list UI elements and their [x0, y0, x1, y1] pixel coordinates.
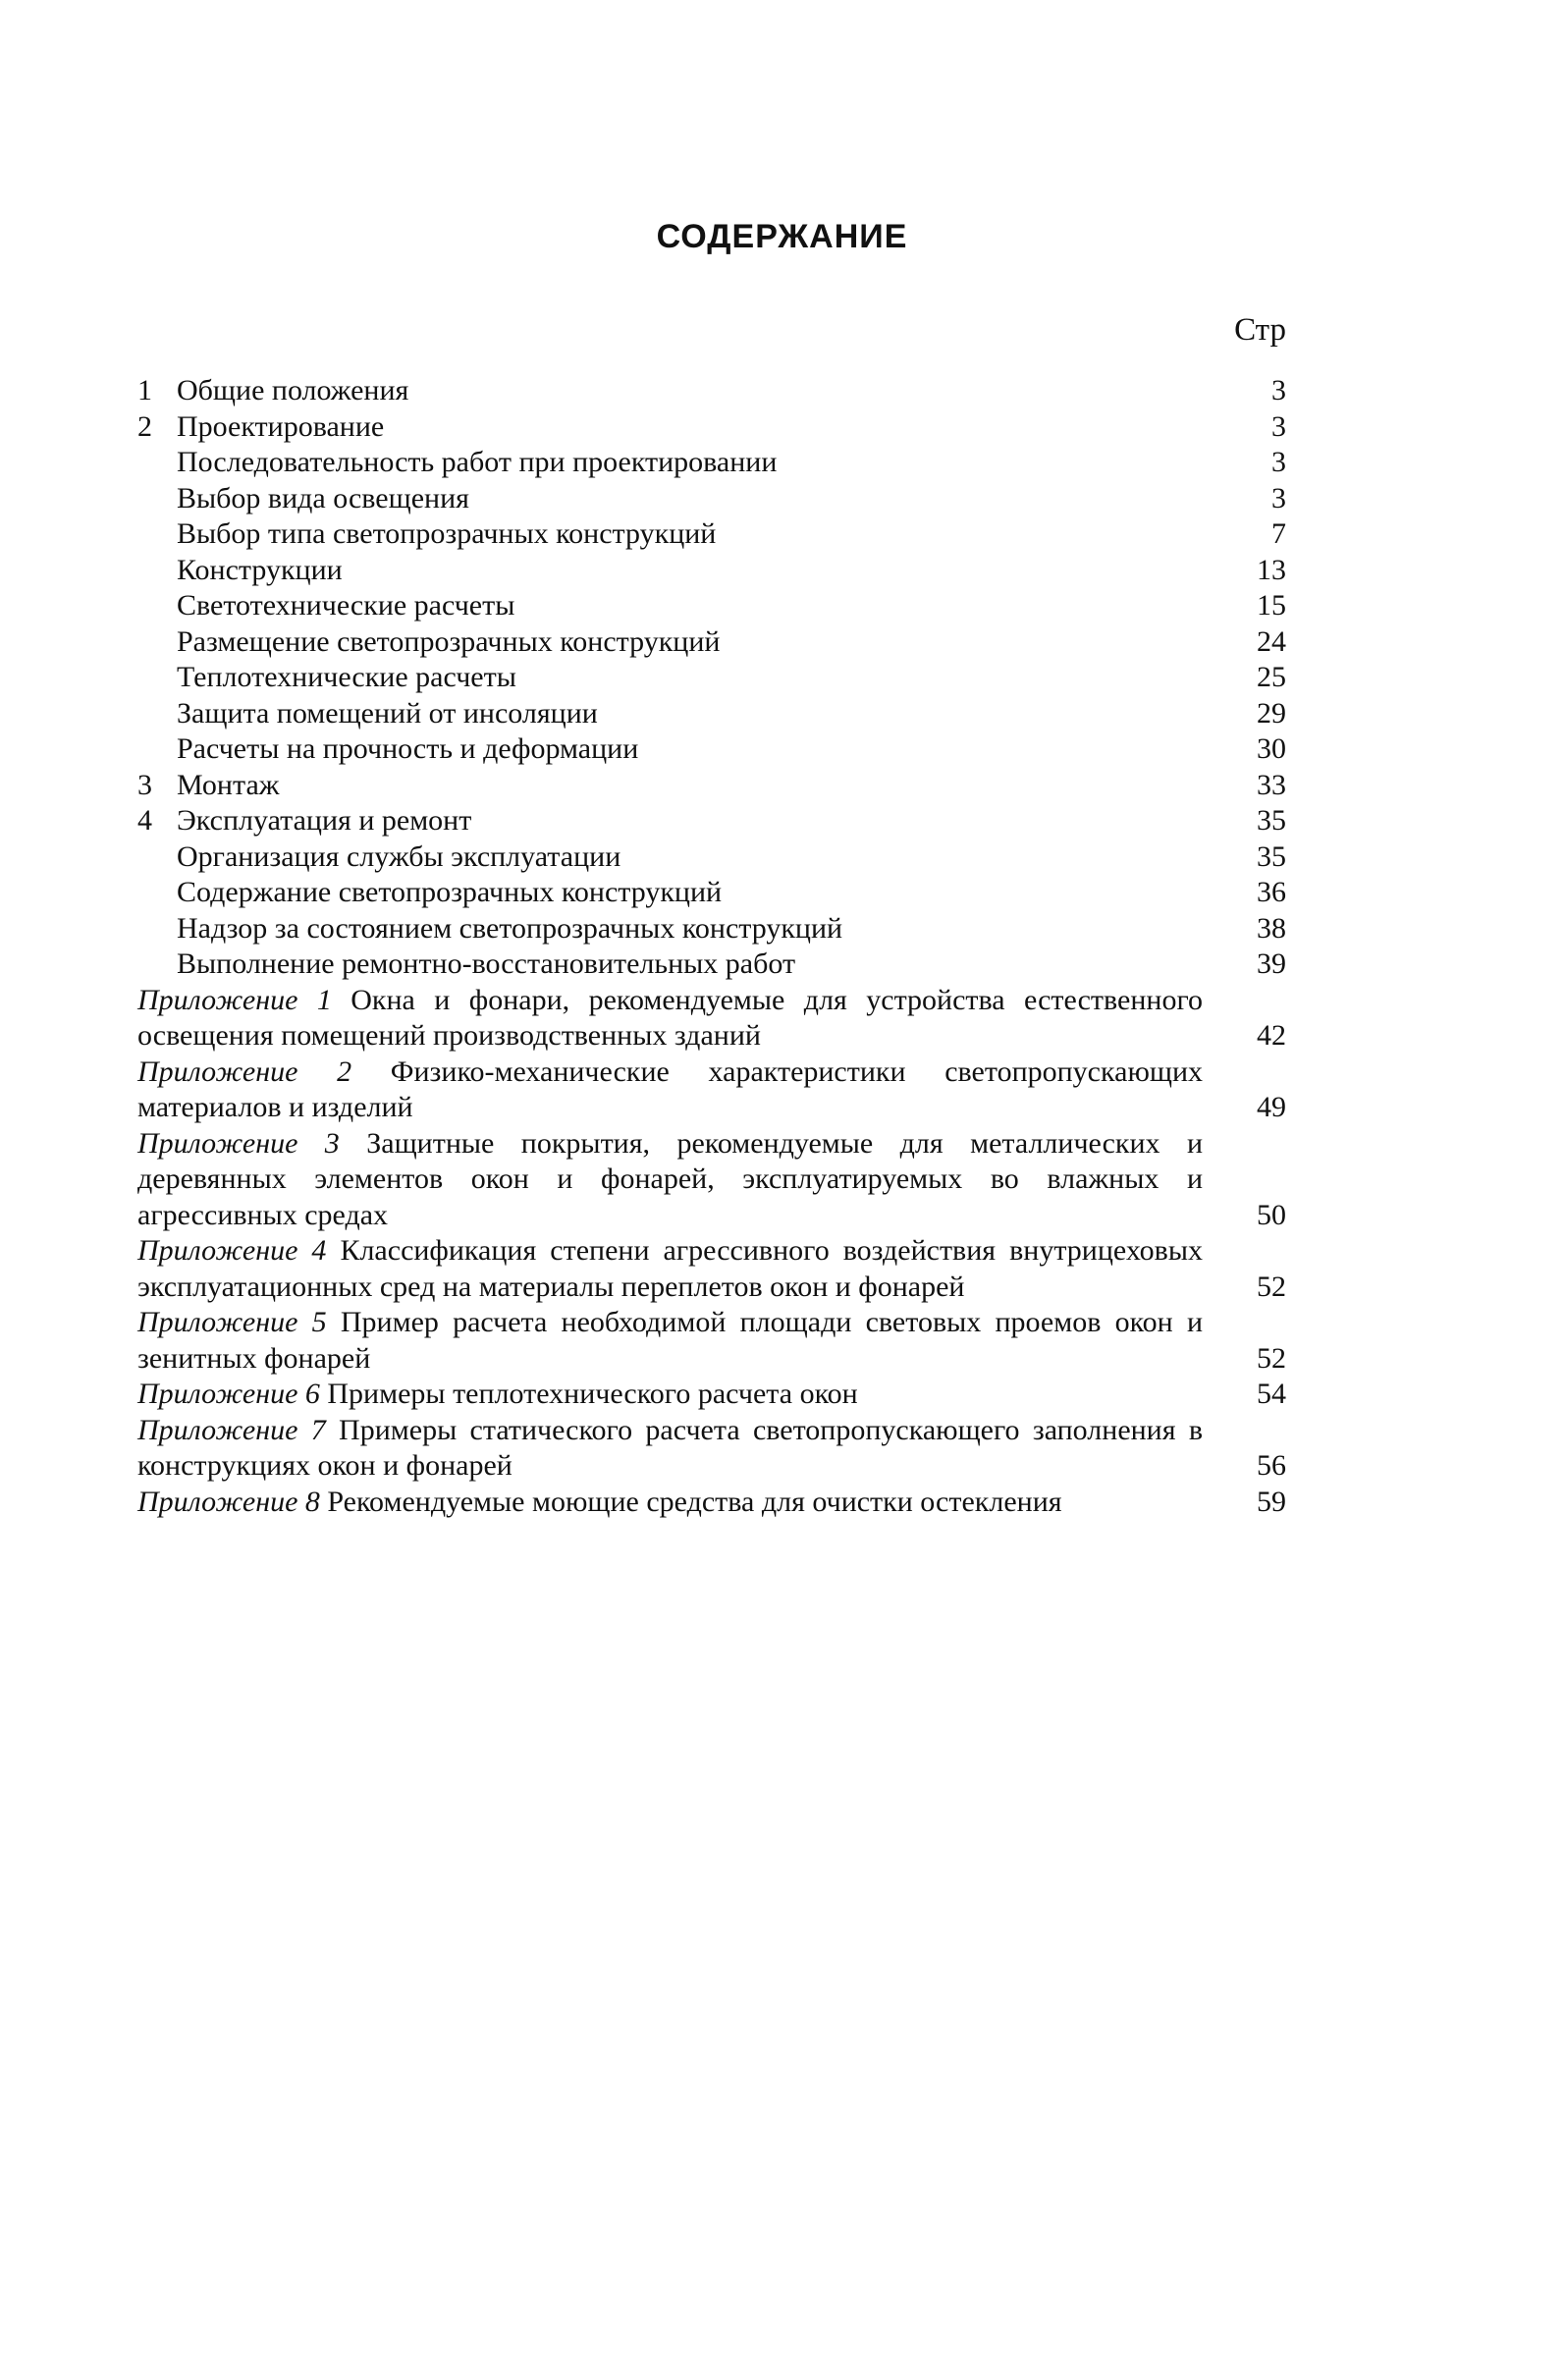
toc-entry-title: Последовательность работ при проектировании [177, 446, 778, 478]
toc-entry-title: Монтаж [177, 768, 280, 801]
toc-entry-text-block [137, 624, 1203, 661]
toc-entry-text-block [137, 1485, 1203, 1521]
toc-entry [137, 1305, 1286, 1377]
toc-entry-text-block [137, 481, 1203, 517]
toc-entry-number: 2 [137, 409, 152, 443]
toc-page-number: 3 [1271, 409, 1286, 443]
toc-entry [137, 696, 1286, 732]
toc-page-number: 3 [1271, 481, 1286, 514]
toc-page-number: 13 [1257, 553, 1286, 586]
toc-entry-title: Проектирование [177, 409, 385, 443]
toc-entry-title: Светотехнические расчеты [177, 589, 515, 622]
toc-entry-title: Классификация степени агрессивного воздействия внутрицеховых эксплуатационных сред на материалы переплетов окон и фонарей [137, 1234, 1204, 1303]
toc-page-number: 56 [1257, 1449, 1286, 1482]
toc-entry-text-block [137, 839, 1203, 876]
toc-entry [137, 1055, 1286, 1126]
toc-entry [137, 481, 1286, 517]
toc-entry [137, 768, 1286, 804]
toc-entry [137, 373, 1286, 409]
toc-page-number: 50 [1257, 1198, 1286, 1231]
toc-entry [137, 1126, 1286, 1234]
toc-appendix-label: Приложение 5 [137, 1306, 327, 1338]
toc-page-number: 36 [1257, 876, 1286, 908]
toc-entry-text-block [137, 911, 1203, 947]
toc-page-number: 3 [1271, 446, 1286, 478]
toc-entry-text-block [137, 1305, 1203, 1377]
toc-page-number: 30 [1257, 732, 1286, 765]
toc-entry [137, 409, 1286, 446]
toc-entry-number: 3 [137, 768, 152, 801]
toc-entry-text-block [137, 373, 1203, 409]
toc-entry [137, 731, 1286, 768]
toc-page-number: 52 [1257, 1341, 1286, 1375]
toc-entry-title: Общие положения [177, 374, 409, 406]
toc-entry-title: Эксплуатация и ремонт [177, 804, 472, 837]
toc-entry-title: Защитные покрытия, рекомендуемые для металлических и деревянных элементов окон и фонарей, эксплуатируемых во влажных и агрессивных средах [137, 1126, 1204, 1231]
toc-entry [137, 553, 1286, 589]
toc-entry-title: Конструкции [177, 553, 343, 586]
toc-entry [137, 1233, 1286, 1305]
toc-entry [137, 588, 1286, 624]
toc-entry [137, 516, 1286, 553]
toc-entry-text-block [137, 768, 1203, 804]
toc-page-number: 52 [1257, 1270, 1286, 1303]
toc-page-number: 38 [1257, 911, 1286, 945]
toc-page-number: 42 [1257, 1019, 1286, 1052]
toc-entry-number: 4 [137, 804, 152, 837]
toc-entry-text-block [137, 983, 1203, 1055]
toc-page-number: 25 [1257, 661, 1286, 693]
toc-entry-title: Содержание светопрозрачных конструкций [177, 876, 723, 908]
toc-entry-text-block [137, 1233, 1203, 1305]
toc-entry [137, 983, 1286, 1055]
toc-entry-text-block [137, 875, 1203, 911]
toc-page-number: 15 [1257, 589, 1286, 622]
toc-entry-text-block [137, 588, 1203, 624]
toc-entry-text-block [137, 1377, 1203, 1413]
toc-entry [137, 803, 1286, 839]
toc-entry-text-block [137, 445, 1203, 481]
toc-entry-text-block [137, 696, 1203, 732]
toc-entry-text-block [137, 731, 1203, 768]
toc-page-number: 7 [1271, 517, 1286, 550]
toc-appendix-label: Приложение 6 [137, 1378, 320, 1410]
toc-entry-title: Примеры статического расчета светопропускающего заполнения в конструкциях окон и фонарей [137, 1413, 1204, 1482]
toc-page-number: 35 [1257, 839, 1286, 873]
toc-entry [137, 875, 1286, 911]
toc-entry-title: Пример расчета необходимой площади световых проемов окон и зенитных фонарей [137, 1306, 1204, 1375]
toc-entry [137, 839, 1286, 876]
toc-entry-title: Организация службы эксплуатации [177, 839, 621, 873]
toc-page-number: 33 [1257, 768, 1286, 801]
toc-entry [137, 1377, 1286, 1413]
toc-entry-text-block [137, 803, 1203, 839]
toc-entry [137, 911, 1286, 947]
toc-entry-text-block [137, 553, 1203, 589]
toc-entry-title: Выполнение ремонтно-восстановительных работ [177, 947, 796, 980]
toc-entry-text-block [137, 1055, 1203, 1126]
toc-entry-title: Физико-механические характеристики светопропускающих материалов и изделий [137, 1055, 1204, 1123]
toc-entry-text-block [137, 409, 1203, 446]
toc-entry-title: Выбор типа светопрозрачных конструкций [177, 517, 717, 550]
page-column-label: Стр [1234, 312, 1286, 348]
toc-appendix-label: Приложение 4 [137, 1234, 327, 1267]
toc-entry-text-block [137, 516, 1203, 553]
toc-appendix-label: Приложение 3 [137, 1126, 340, 1160]
toc-entry-title: Защита помещений от инсоляции [177, 696, 598, 730]
toc-entry [137, 445, 1286, 481]
toc-entry-text-block [137, 660, 1203, 696]
toc-entry-title: Расчеты на прочность и деформации [177, 732, 639, 765]
toc-entry-title: Окна и фонари, рекомендуемые для устройства естественного освещения помещений производственных зданий [137, 983, 1204, 1052]
toc-page-number: 35 [1257, 804, 1286, 837]
toc-entry-title: Выбор вида освещения [177, 481, 469, 514]
toc-appendix-label: Приложение 2 [137, 1055, 352, 1088]
page-title: СОДЕРЖАНИЕ [656, 218, 908, 255]
toc-entry [137, 624, 1286, 661]
toc-entry-text-block [137, 1413, 1203, 1485]
toc-entry-title: Размещение светопрозрачных конструкций [177, 624, 721, 658]
toc-page-number: 24 [1257, 624, 1286, 658]
toc-entry [137, 1413, 1286, 1485]
toc-appendix-label: Приложение 8 [137, 1485, 320, 1518]
toc-appendix-label: Приложение 7 [137, 1413, 326, 1446]
toc-entry [137, 947, 1286, 983]
toc-entry-title: Рекомендуемые моющие средства для очистки остекления [327, 1485, 1062, 1518]
toc-page-number: 29 [1257, 696, 1286, 730]
toc-entry [137, 1485, 1286, 1521]
toc-entry [137, 660, 1286, 696]
toc-page-number: 39 [1257, 947, 1286, 980]
toc-entry-title: Примеры теплотехнического расчета окон [327, 1378, 858, 1410]
toc-appendix-label: Приложение 1 [137, 983, 332, 1016]
toc-page-number: 3 [1271, 374, 1286, 406]
toc-page-number: 59 [1257, 1485, 1286, 1518]
toc-entry-title: Надзор за состоянием светопрозрачных конструкций [177, 911, 843, 945]
toc-entry-text-block [137, 1126, 1203, 1234]
toc-entry-text-block [137, 947, 1203, 983]
table-of-contents [137, 373, 1286, 1520]
toc-page-number: 54 [1257, 1378, 1286, 1410]
toc-entry-number: 1 [137, 374, 152, 406]
toc-entry-title: Теплотехнические расчеты [177, 661, 516, 693]
toc-page-number: 49 [1257, 1091, 1286, 1123]
